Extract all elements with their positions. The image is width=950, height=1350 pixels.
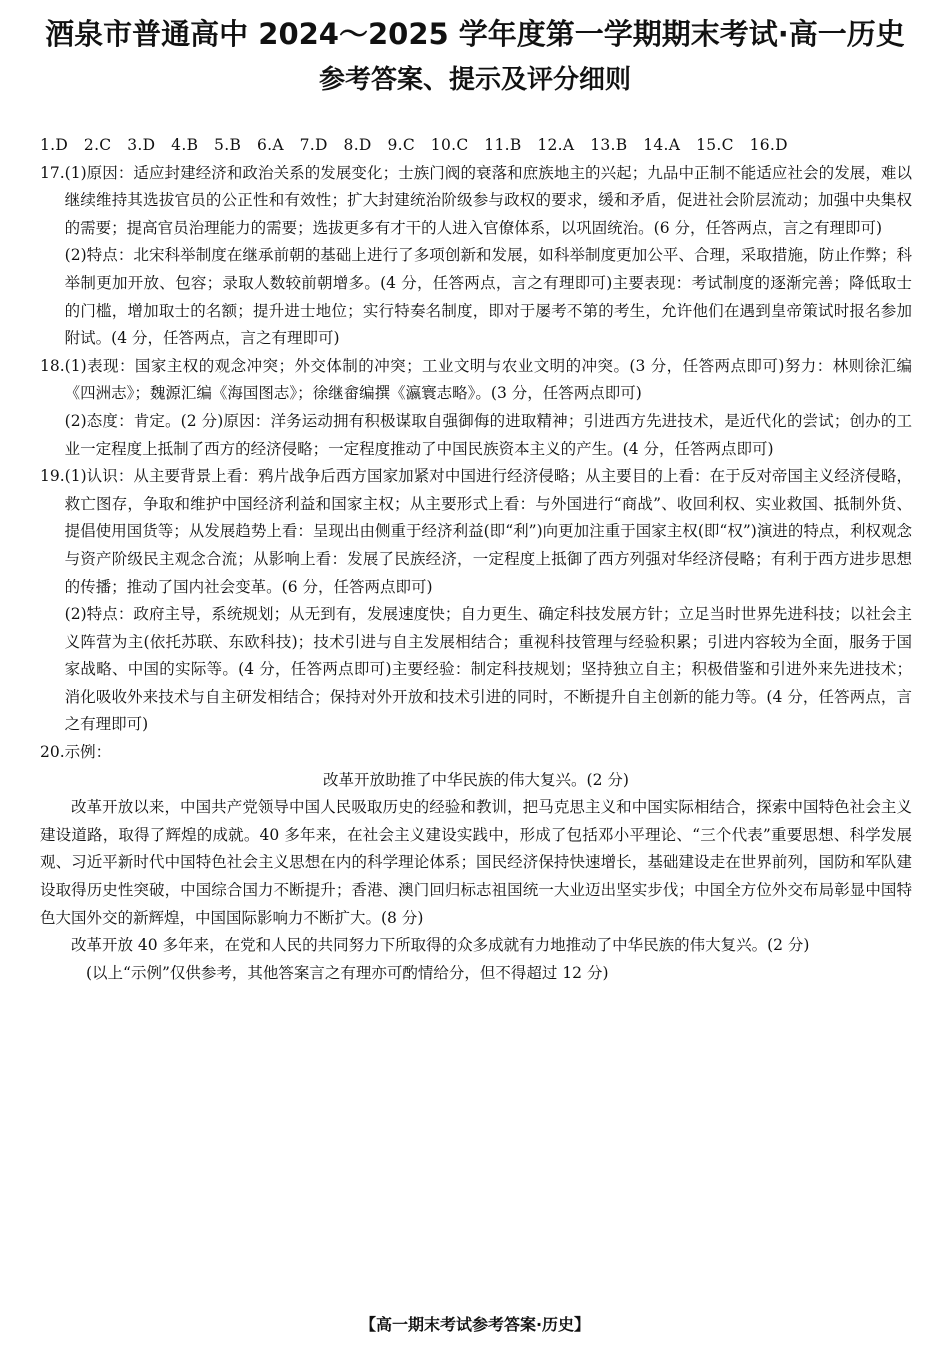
multiple-choice-answers: 1.D 2.C 3.D 4.B 5.B 6.A 7.D 8.D 9.C 10.C 11.B 12.A 13.B 14.A 15.C 16.D <box>40 136 788 154</box>
document-subtitle: 参考答案、提示及评分细则 <box>318 65 631 95</box>
question-20-thesis: 改革开放助推了中华民族的伟大复兴。(2 分) <box>323 770 629 789</box>
question-17-part-1: (1)原因：适应封建经济和政治关系的发展变化；士族门阀的衰落和庶族地主的兴起；九品中正制不能适应社会的发展，难以继续维持其选拔官员的公正性和有效性；扩大封建统治阶级参与政权的要求，缓和矛盾，促进社会阶层流动；加强中央集权的需要；提高官员治理能力的需要；选拔更多有才干的人进入官僚体系，以巩固统治。(6 分，任答两点，言之有理即可) <box>64 163 912 237</box>
question-17-number: 17. <box>40 163 65 182</box>
question-20 <box>40 739 912 987</box>
question-20-paragraph-1: 改革开放以来，中国共产党领导中国人民吸取历史的经验和教训，把马克思主义和中国实际相结合，探索中国特色社会主义建设道路，取得了辉煌的成就。40 多年来，在社会主义建设实践中，形成了包括邓小平理论、“三个代表”重要思想、科学发展观、习近平新时代中国特色社会主义思想在内的科学理论体系；国民经济保持快速增长，基础建设走在世界前列，国防和军队建设取得历史性突破，中国综合国力不断提升；香港、澳门回归标志祖国统一大业迈出坚实步伐；中国全方位外交布局彰显中国特色大国外交的新辉煌，中国国际影响力不断扩大。(8 分) <box>40 798 912 927</box>
answer-body <box>40 132 912 987</box>
question-19-answer <box>65 463 912 739</box>
question-18-part-1: (1)表现：国家主权的观念冲突；外交体制的冲突；工业文明与农业文明的冲突。(3 分，任答两点即可)努力：林则徐汇编《四洲志》；魏源汇编《海国图志》；徐继畲编撰《瀛寰志略》。(3 分，任答两点即可) <box>64 356 912 403</box>
page-footer: 【高一期末考试参考答案·历史】 <box>359 1315 591 1334</box>
question-19-part-2: (2)特点：政府主导，系统规划；从无到有，发展速度快；自力更生、确定科技发展方针；立足当时世界先进科技；以社会主义阵营为主(依托苏联、东欧科技)；技术引进与自主发展相结合；重视科技管理与经验积累；引进内容较为全面，服务于国家战略、中国的实际等。(4 分，任答两点即可)主要经验：制定科技规划；坚持独立自主；积极借鉴和引进外来先进技术；消化吸收外来技术与自主研发相结合；保持对外开放和技术引进的同时，不断提升自主创新的能力等。(4 分，任答两点，言之有理即可) <box>64 605 912 734</box>
question-20-note: (以上“示例”仅供参考，其他答案言之有理亦可酌情给分，但不得超过 12 分) <box>86 963 609 982</box>
question-18 <box>40 353 912 463</box>
document-title: 酒泉市普通高中 2024～2025 学年度第一学期期末考试·高一历史 <box>45 17 905 51</box>
question-18-part-2: (2)态度：肯定。(2 分)原因：洋务运动拥有积极谋取自强御侮的进取精神；引进西方先进技术，是近代化的尝试；创办的工业一定程度上抵制了西方的经济侵略；一定程度推动了中国民族资本主义的产生。(4 分，任答两点即可) <box>64 411 912 458</box>
question-20-paragraph-2: 改革开放 40 多年来，在党和人民的共同努力下所取得的众多成就有力地推动了中华民族的伟大复兴。(2 分) <box>71 936 810 955</box>
question-17 <box>40 160 912 353</box>
question-18-number: 18. <box>40 356 65 375</box>
question-19-part-1: (1)认识：从主要背景上看：鸦片战争后西方国家加紧对中国进行经济侵略；从主要目的上看：在于反对帝国主义经济侵略，救亡图存，争取和维护中国经济利益和国家主权；从主要形式上看：与外国进行“商战”、收回利权、实业救国、抵制外货、提倡使用国货等；从发展趋势上看：呈现出由侧重于经济利益(即“利”)向更加注重于国家主权(即“权”)演进的特点，利权观念与资产阶级民主观念合流；从影响上看：发展了民族经济，一定程度上抵御了西方列强对华经济侵略；有利于西方进步思想的传播；推动了国内社会变革。(6 分，任答两点即可) <box>64 467 912 596</box>
question-19-number: 19. <box>40 467 65 486</box>
question-17-part-2: (2)特点：北宋科举制度在继承前朝的基础上进行了多项创新和发展，如科举制度更加公平、合理，采取措施，防止作弊；科举制更加开放、包容；录取人数较前朝增多。(4 分，任答两点，言之有理即可)主要表现：考试制度的逐渐完善；降低取士的门槛，增加取士的名额；提升进士地位；实行特奏名制度，即对于屡考不第的考生，允许他们在遇到皇帝策试时报名参加附试。(4 分，任答两点，言之有理即可) <box>64 246 912 348</box>
question-20-label: 20.示例： <box>40 743 112 762</box>
question-19 <box>40 463 912 739</box>
question-17-answer <box>65 160 912 353</box>
question-18-answer <box>65 353 912 463</box>
